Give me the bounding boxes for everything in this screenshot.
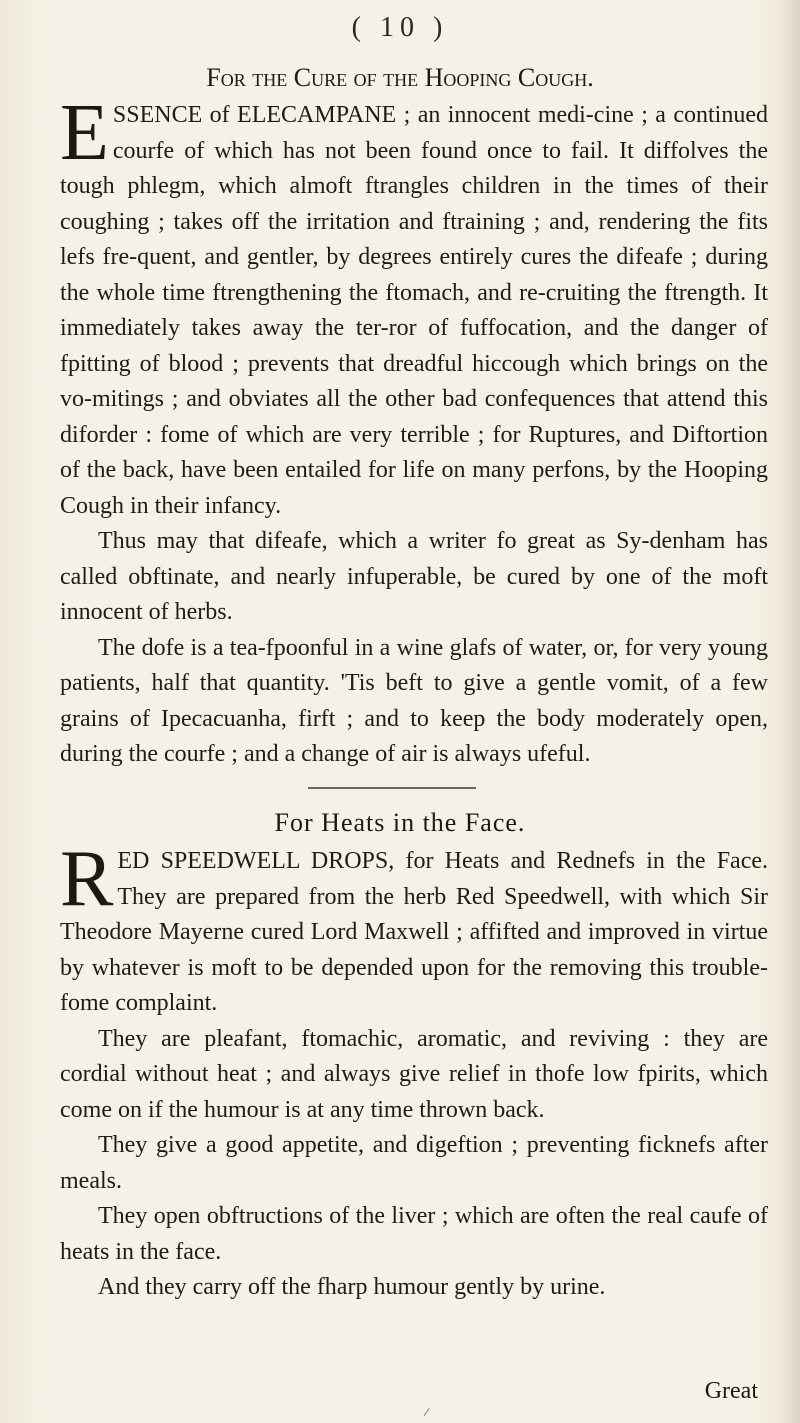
section-title-hooping-cough: For the Cure of the Hooping Cough. (206, 63, 594, 92)
ink-mark (416, 1403, 429, 1416)
page-number: ( 10 ) (351, 12, 449, 43)
drop-cap-r: R (60, 835, 114, 923)
paragraph-appetite: They give a good appetite, and digeftion ; preventing ficknefs after meals. (60, 1132, 768, 1194)
paragraph-sydenham: Thus may that difeafe, which a writer fo great as Sy-denham has called obftinate, and nearly infuperable, be cured by one of the moft innocent of herbs. (60, 528, 768, 625)
paragraph-humour: And they carry off the fharp humour gently by urine. (98, 1274, 606, 1300)
section-title-heats-in-face: For Heats in the Face. (274, 808, 526, 837)
section-divider (308, 787, 476, 789)
paragraph-pleasant: They are pleafant, ftomachic, aromatic, and reviving : they are cordial without heat ; and always give relief in thofe low fpirits, which come on if the humour is at any time thrown back. (60, 1025, 768, 1123)
paragraph-obstructions: They open obftructions of the liver ; which are often the real caufe of heats in the face. (60, 1203, 768, 1265)
section-body-hooping-cough (60, 89, 768, 773)
catchword: Great (704, 1378, 758, 1404)
paragraph-text: ED SPEEDWELL DROPS, for Heats and Rednefs in the Face. They are prepared from the herb Red Speedwell, with which Sir Theodore Mayerne cured Lord Maxwell ; affifted and improved in virtue by whatever is moft to be depended upon for the removing this trouble-fome complaint. (60, 848, 768, 1016)
drop-cap-e: E (60, 89, 109, 177)
section-body-heats-in-face (60, 835, 768, 1306)
paragraph-dose: The dofe is a tea-fpoonful in a wine glafs of water, or, for very young patients, half that quantity. 'Tis beft to give a gentle vomit, of a few grains of Ipecacuanha, firft ; and to keep the body moderately open, during the courfe ; and a change of air is always ufeful. (60, 634, 768, 767)
paragraph-text: SSENCE of ELECAMPANE ; an innocent medi-cine ; a continued courfe of which has not been found once to fail. It diffolves the tough phlegm, which almoft ftrangles children in the times of their coughing ; takes off the irritation and ftraining ; and, rendering the fits lefs fre-quent, and gentler, by degrees entirely cures the difeafe ; during the whole time ftrengthening the ftomach, and re-cruiting the ftrength. It immediately takes away the ter-ror of fuffocation, and the danger of fpitting of blood ; prevents that dreadful hiccough which brings on the vo-mitings ; and obviates all the other bad confequences that attend this diforder : fome of which are very terrible ; for Ruptures, and Diftortion of the back, have been entailed for life on many perfons, by the Hooping Cough in their infancy. (60, 102, 768, 519)
paragraph-elecampane (60, 89, 768, 524)
paragraph-speedwell-drops (60, 835, 768, 1022)
page-edge-shadow (778, 0, 800, 1423)
